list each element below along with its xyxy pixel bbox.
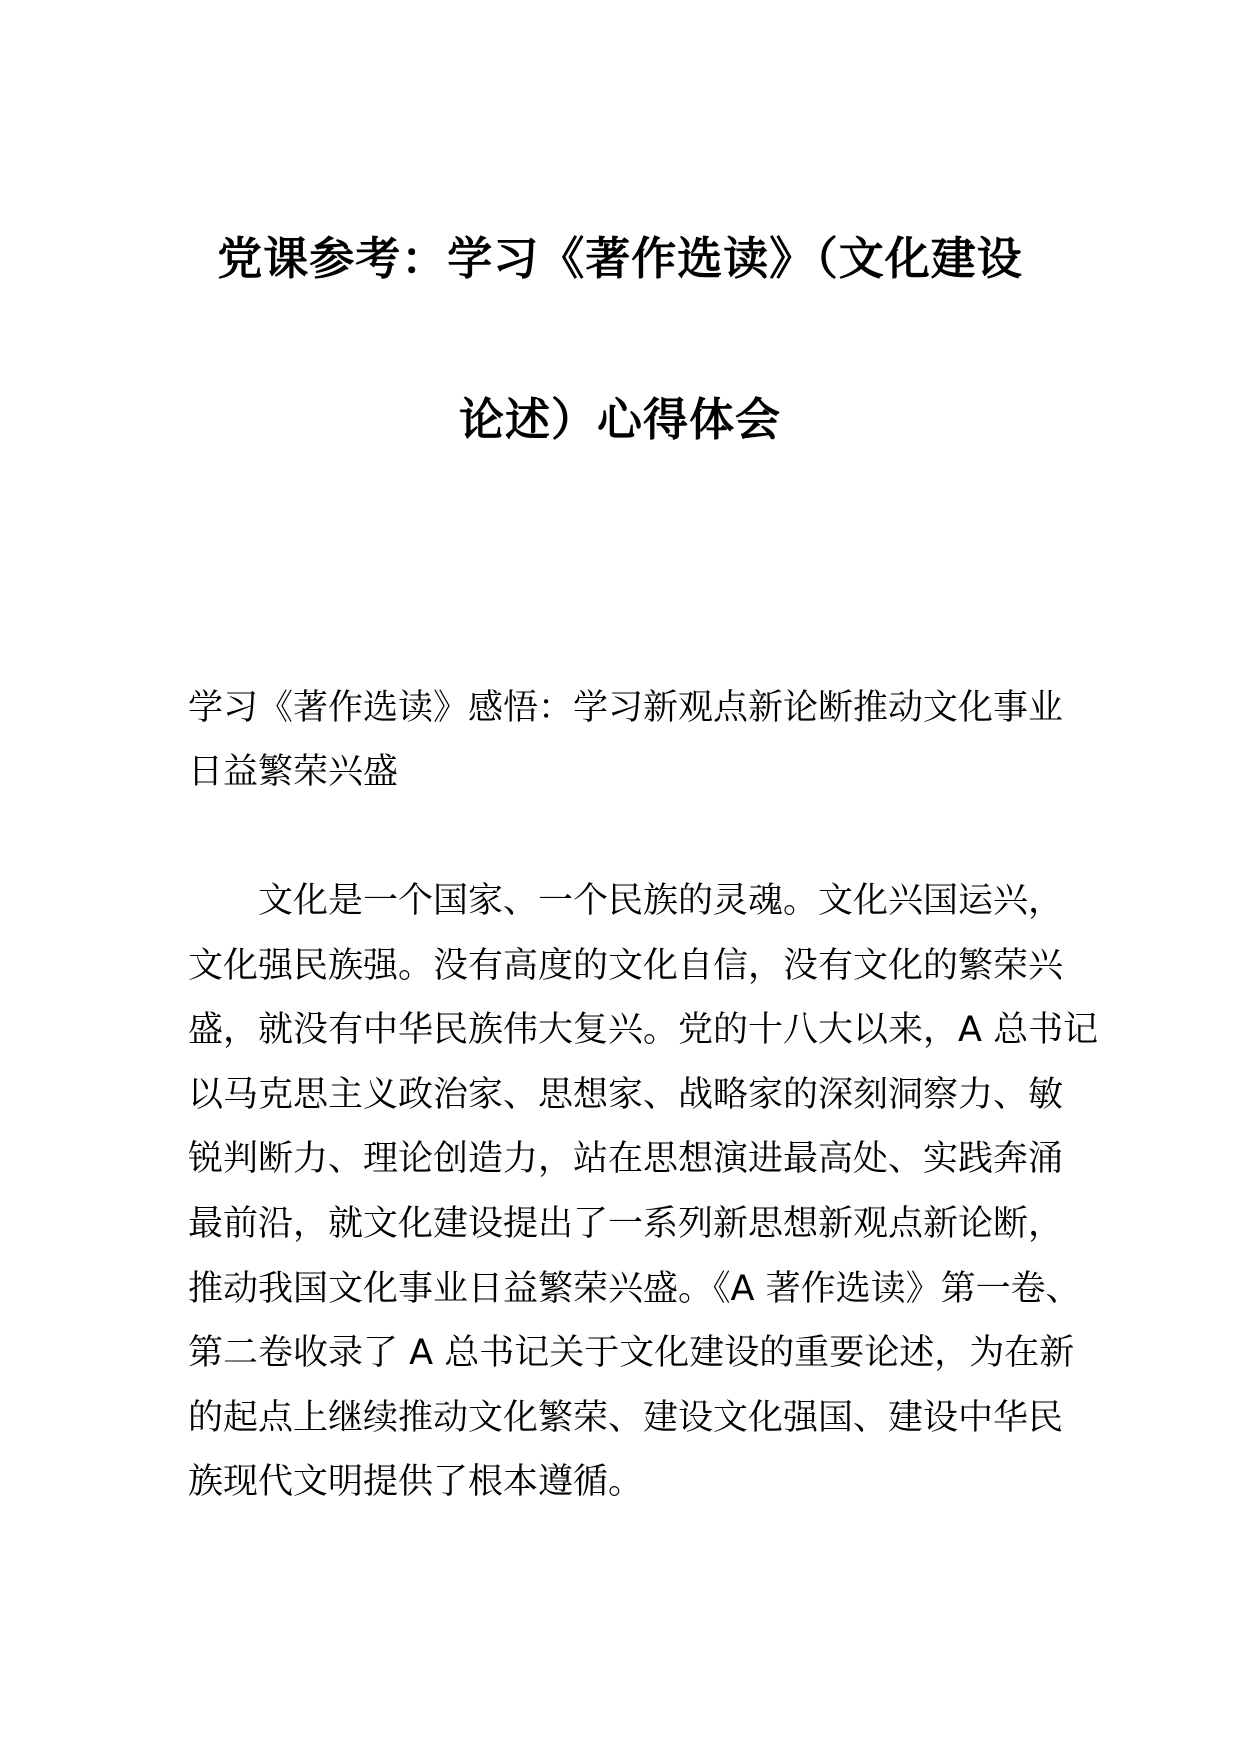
paragraph-line-4: 以马克思主义政治家、思想家、战略家的深刻洞察力、敏 [188,1074,1064,1115]
paragraph-line-2: 文化强民族强。没有高度的文化自信，没有文化的繁荣兴 [188,945,1064,986]
document-title [0,178,1240,500]
paragraph-line-1: 文化是一个国家、一个民族的灵魂。文化兴国运兴， [258,881,1064,921]
paragraph-line-7: 推动我国文化事业日益繁荣兴盛。《A 著作选读》第一卷、 [188,1268,1081,1309]
section-subheading [188,676,1068,804]
title-line-1: 党课参考：学习《著作选读》（文化建设 [217,232,1023,285]
paragraph-line-5: 锐判断力、理论创造力，站在思想演进最高处、实践奔涌 [188,1139,1064,1180]
title-line-2: 论述）心得体会 [458,393,781,446]
subheading-line-1: 学习《著作选读》感悟：学习新观点新论断推动文化事业 [188,688,1064,728]
paragraph-line-3: 盛，就没有中华民族伟大复兴。党的十八大以来，A 总书记 [188,1010,1099,1051]
paragraph-line-10: 族现代文明提供了根本遵循。 [188,1462,644,1503]
paragraph-line-8: 第二卷收录了 A 总书记关于文化建设的重要论述，为在新 [188,1333,1075,1374]
subheading-line-2: 日益繁荣兴盛 [188,752,399,792]
paragraph-line-6: 最前沿，就文化建设提出了一系列新思想新观点新论断， [188,1203,1064,1244]
body-paragraph [188,869,1099,1515]
paragraph-line-9: 的起点上继续推动文化繁荣、建设文化强国、建设中华民 [188,1397,1064,1438]
